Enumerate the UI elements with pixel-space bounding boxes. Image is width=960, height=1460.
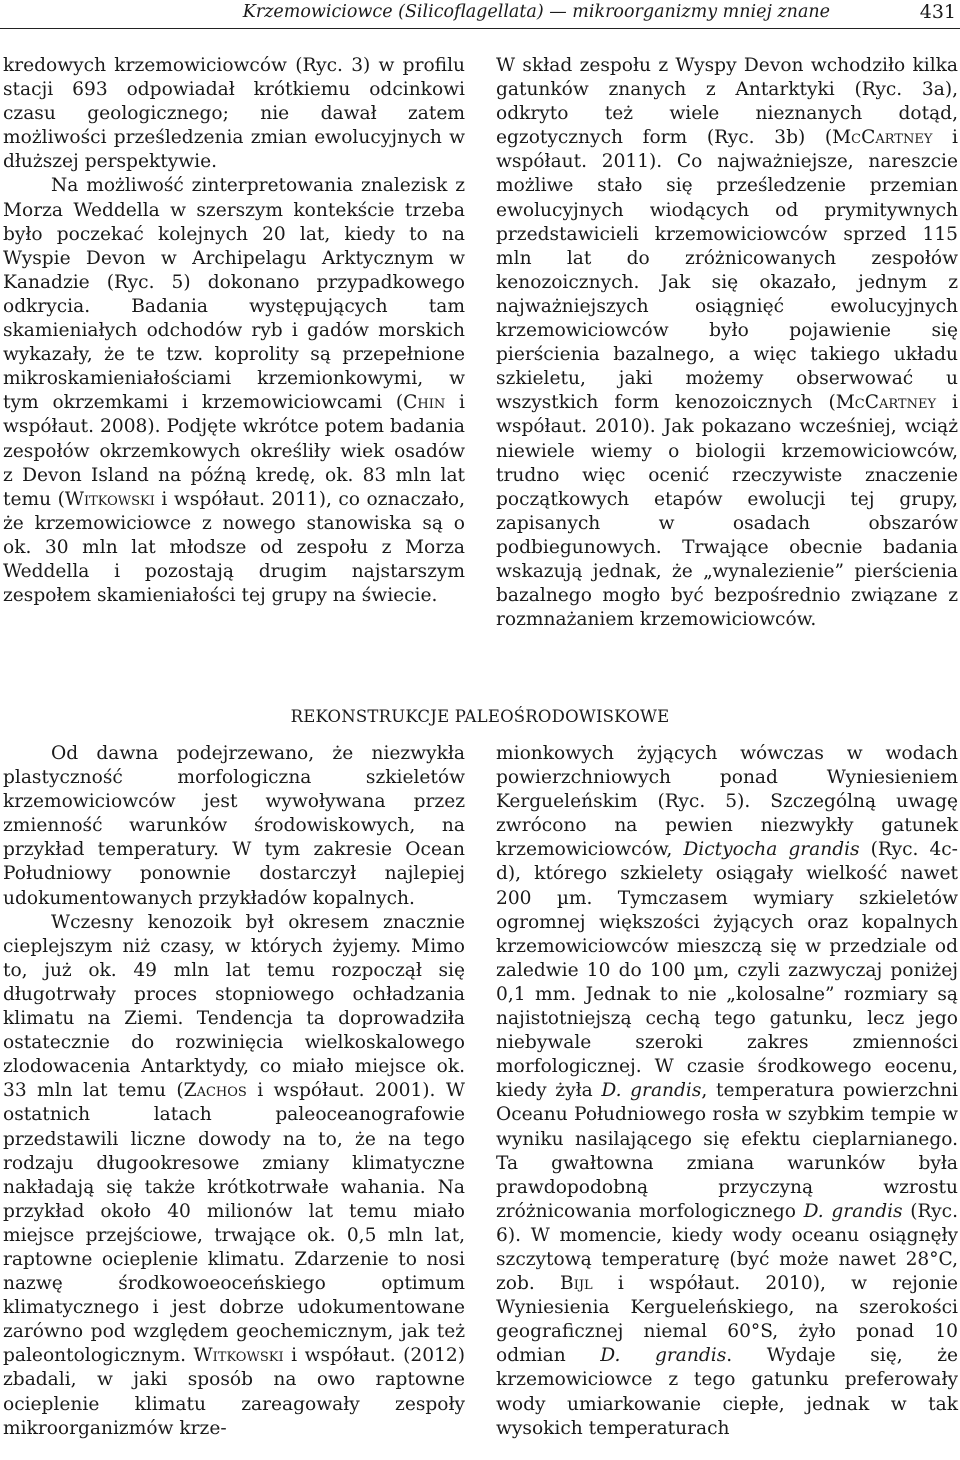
bottom-left-column (3, 742, 465, 1441)
running-header (0, 0, 960, 29)
top-right-column (496, 54, 958, 632)
citation-author: Zachos (183, 1080, 247, 1102)
section-heading: REKONSTRUKCJE PALEOŚRODOWISKOWE (290, 707, 670, 726)
paragraph: Na możliwość zinterpretowania znalezisk z Morza Weddella w szerszym kontekście trzeba było poczekać kolejnych 20 lat, kiedy to na Wyspie Devon w Archipelagu Arktycznym w Kanadzie (Ryc. 5) dokonano przypadkowego odkrycia. Badania występujących tam skamieniałych odchodów ryb i gadów morskich wykazały, że te tzw. koprolity są przepełnione mikroskamieniałościami krzemionkowymi, w tym okrzemkami i krzemowiciowcami (Chin i współaut. 2008). Podjęte wkrótce potem badania zespołów okrzemkowych określiły wiek osadów z Devon Island na późną kredę, ok. 83 mln lat temu (Witkowski i współaut. 2011), co oznaczało, że krzemowiciowce z nowego stanowiska są o ok. 30 mln lat młodsze od zespołu z Morza Weddella i pozostają drugim najstarszym zespołem skamieniałości tej grupy na świecie. (3, 175, 466, 607)
bottom-right-column (496, 742, 958, 1441)
running-title: Krzemowiciowce (Silicoflagellata) — mikroorganizmy mniej znane (242, 2, 830, 22)
taxon-name: D. grandis (601, 1080, 702, 1102)
top-left-column (3, 54, 465, 608)
paragraph: Od dawna podejrzewano, że niezwykła plastyczność morfologiczna szkieletów krzemowiciowców jest wywoływana przez zmienność warunków środowiskowych, na przykład temperatury. W tym zakresie Ocean Południowy ponownie dostarczył najlepiej udokumentowanych przykładów kopalnych. (3, 743, 465, 909)
paragraph: W skład zespołu z Wyspy Devon wchodziło kilka gatunków znanych z Antarktyki (Ryc. 3a), odkryto też wiele nieznanych dotąd, egzotycznych form (Ryc. 3b) (McCartney i współaut. 2011). Co najważniejsze, nareszcie możliwe stało się prześledzenie przemian ewolucyjnych wiodących od prymitywnych przedstawicieli krzemowiciowców sprzed 115 mln lat do zróżnicowanych zespołów kenozoicznych. Jak się okazało, jednym z najważniejszych osiągnięć ewolucyjnych krzemowiciowców było pojawienie się pierścienia bazalnego, a więc takiego układu szkieletu, jaki możemy obserwować u wszystkich form kenozoicznych (McCartney i współaut. 2010). Jak pokazano wcześniej, wciąż niewiele wiemy o biologii krzemowiciowców, trudno więc ocenić rzeczywiste znaczenie początkowych etapów ewolucji tej grupy, zapisanych w osadach obszarów podbiegunowych. Trwające obecnie badania wskazują jednak, że „wynalezienie” pierścienia bazalnego mogło być bezpośrednio związane z rozmnażaniem krzemowiciowców. (496, 55, 958, 631)
citation-author: Bijl (560, 1273, 593, 1295)
paragraph: mionkowych żyjących wówczas w wodach powierzchniowych ponad Wyniesieniem Kergueleńskim (Ryc. 5). Szczególną uwagę zwrócono na pewien niezwykły gatunek krzemowiciowców, Dictyocha grandis (Ryc. 4c-d), którego szkielety osiągały wielkość nawet 200 µm. Tymczasem wymiary szkieletów ogromnej większości żyjących oraz kopalnych krzemowiciowców mieszczą się w przedziale od zaledwie 10 do 100 µm, czyli zazwyczaj poniżej 0,1 mm. Jednak to nie „kolosalne” rozmiary są najistotniejszą cechą tego gatunku, lecz jego niebywale szeroki zakres zmienności morfologicznej. W czasie środkowego eocenu, kiedy żyła D. grandis, temperatura powierzchni Oceanu Południowego rosła w szybkim tempie w wyniku nasilającego się efektu cieplarnianego. Ta gwałtowna zmiana warunków była prawdopodobną przyczyną wzrostu zróżnicowania morfologicznego D. grandis (Ryc. 6). W momencie, kiedy wody oceanu osiągnęły szczytową temperaturę (być może nawet 28°C, zob. Bijl i współaut. 2010), w rejonie Wyniesienia Kergueleńskiego, na szerokości geograficznej niemal 60°S, żyło ponad 10 odmian D. grandis. Wydaje się, że krzemowiciowce z tego gatunku preferowały wody umiarkowanie ciepłe, jednak w tak wysokich temperaturach (496, 743, 959, 1439)
citation-author: McCartney (832, 127, 933, 149)
citation-author: Witkowski (64, 488, 155, 510)
paragraph: Wczesny kenozoik był okresem znacznie cieplejszym niż czasy, w których żyjemy. Mimo to, już ok. 49 mln lat temu rozpoczął się długotrwały proces stopniowego ochładzania klimatu na Ziemi. Tendencja ta doprowadziła ostatecznie do rozwinięcia wielkoskalowego zlodowacenia Antarktydy, co miało miejsce ok. 33 mln lat temu (Zachos i współaut. 2001). W ostatnich latach paleoceanografowie przedstawili liczne dowody na to, że na tego rodzaju długookresowe zmiany klimatyczne nakładają się także krótkotrwałe wahania. Na przykład około 40 milionów lat temu miało miejsce przejściowe, trwające ok. 0,5 mln lat, raptowne ocieplenie klimatu. Zdarzenie to nosi nazwę środkowoeoceńskiego optimum klimatycznego i jest dobrze udokumentowane zarówno pod względem geochemicznym, jak też paleontologicznym. Witkowski i współaut. (2012) zbadali, w jaki sposób na owo raptowne ocieplenie klimatu zareagowały zespoły mikroorganizmów krze- (3, 911, 465, 1439)
taxon-name: D. grandis (600, 1345, 727, 1367)
taxon-name: Dictyocha grandis (683, 839, 860, 861)
taxon-name: D. grandis (803, 1200, 903, 1222)
page-number: 431 (919, 1, 956, 23)
citation-author: Witkowski (193, 1345, 284, 1367)
paragraph: kredowych krzemowiciowców (Ryc. 3) w profilu stacji 693 odpowiadał krótkiemu odcinkowi czasu geologicznego; nie dawał zatem możliwości prześledzenia zmian ewolucyjnych w dłuższej perspektywie. (3, 55, 465, 173)
citation-author: Chin (403, 392, 446, 414)
citation-author: McCartney (835, 392, 937, 414)
